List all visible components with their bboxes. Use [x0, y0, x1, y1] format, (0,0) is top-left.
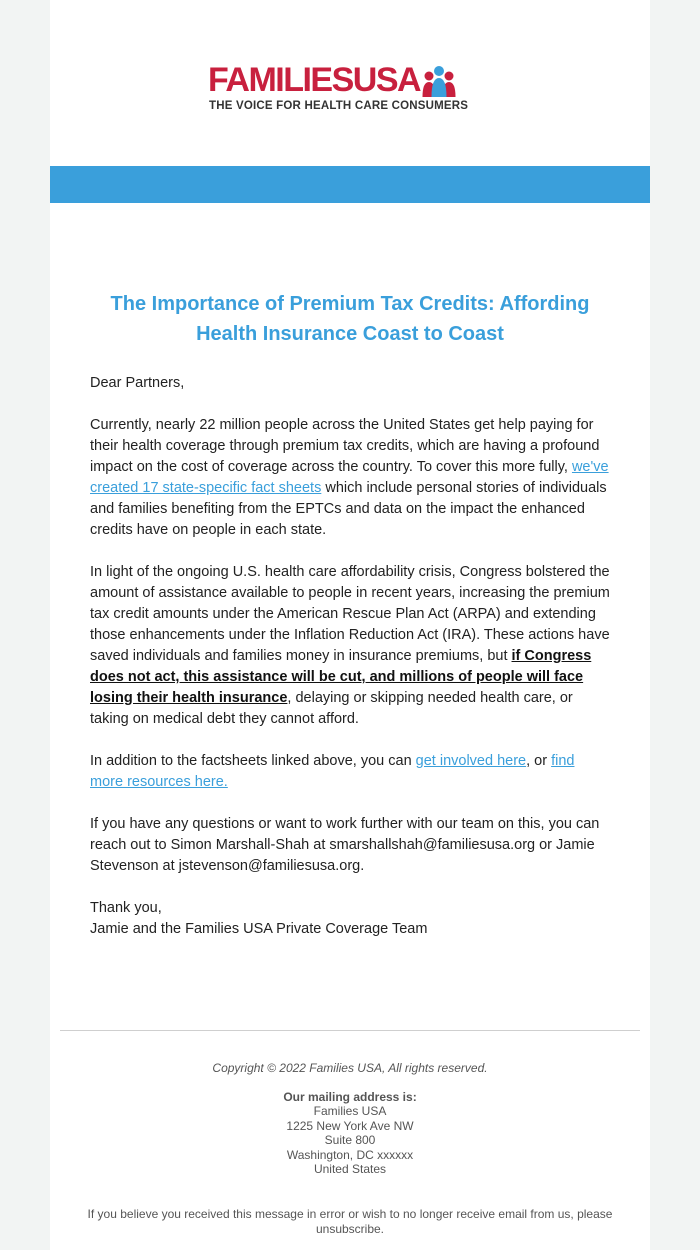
logo-tagline: THE VOICE FOR HEALTH CARE CONSUMERS — [209, 100, 469, 112]
accent-bar — [50, 166, 650, 203]
logo-families-text: FAMILIES — [208, 61, 353, 99]
find-resources-link[interactable]: find more resources here. — [90, 753, 575, 790]
people-icon — [422, 63, 456, 97]
paragraph-1-text-after: which include personal stories of individuals and families benefiting from the EPTCs and data on the impact the enhanced credits have on people in each state. — [90, 480, 607, 538]
mailing-address-heading: Our mailing address is: — [283, 1089, 417, 1104]
fact-sheets-link[interactable]: we've created 17 state-specific fact sheets — [90, 459, 609, 496]
address-line: Washington, DC xxxxxx — [286, 1147, 414, 1162]
paragraph-2 — [90, 562, 610, 730]
signature: Jamie and the Families USA Private Coverage Team — [90, 921, 428, 937]
congress-warning-emphasis: if Congress does not act, this assistance will be cut, and millions of people will face losing their health insurance — [90, 648, 592, 706]
paragraph-4-contacts: If you have any questions or want to work further with our team on this, you can reach out to Simon Marshall-Shah at smarshallshah@familiesusa.org or Jamie Stevenson at jstevenson@familiesusa.org. — [90, 816, 600, 874]
sign-off — [90, 898, 610, 940]
families-usa-logo[interactable] — [208, 63, 498, 112]
paragraph-2-text-after: , delaying or skipping needed health care, or taking on medical debt they cannot afford. — [90, 690, 573, 727]
copyright-notice: Copyright © 2022 Families USA, All rights reserved. — [212, 1061, 488, 1075]
footer — [50, 1031, 650, 1237]
address-line: 1225 New York Ave NW — [286, 1118, 414, 1133]
email-body — [50, 203, 650, 940]
address-line: Suite 800 — [324, 1133, 376, 1147]
paragraph-1 — [90, 415, 610, 541]
header — [50, 0, 650, 166]
address-line: United States — [313, 1162, 387, 1176]
get-involved-link[interactable]: get involved here — [415, 753, 527, 769]
paragraph-3-text-mid: , or — [526, 753, 552, 769]
paragraph-3-text-before: In addition to the factsheets linked above, you can — [90, 753, 416, 769]
closing: Thank you, — [90, 900, 162, 916]
greeting: Dear Partners, — [90, 375, 185, 391]
paragraph-1-text-before: Currently, nearly 22 million people across the United States get help paying for their health coverage through premium tax credits, which are having a profound impact on the cost of coverage across the country. To cover this more fully, — [90, 417, 600, 475]
paragraph-2-text-before: In light of the ongoing U.S. health care affordability crisis, Congress bolstered the amount of assistance available to people in recent years, increasing the premium tax credit amounts under the American Rescue Plan Act (ARPA) and extending those enhancements under the Inflation Reduction Act (IRA). These actions have saved individuals and families money in insurance premiums, but — [90, 564, 610, 664]
article-title: The Importance of Premium Tax Credits: Affording Health Insurance Coast to Coast — [110, 293, 590, 345]
unsubscribe-notice[interactable]: If you believe you received this message in error or wish to no longer receive email from us, please unsubscribe. — [87, 1206, 613, 1236]
address-line: Families USA — [313, 1104, 387, 1118]
email-container — [50, 0, 650, 1250]
logo-usa-text: USA — [352, 61, 421, 99]
logo-wordmark — [208, 63, 498, 97]
paragraph-3 — [90, 751, 610, 793]
